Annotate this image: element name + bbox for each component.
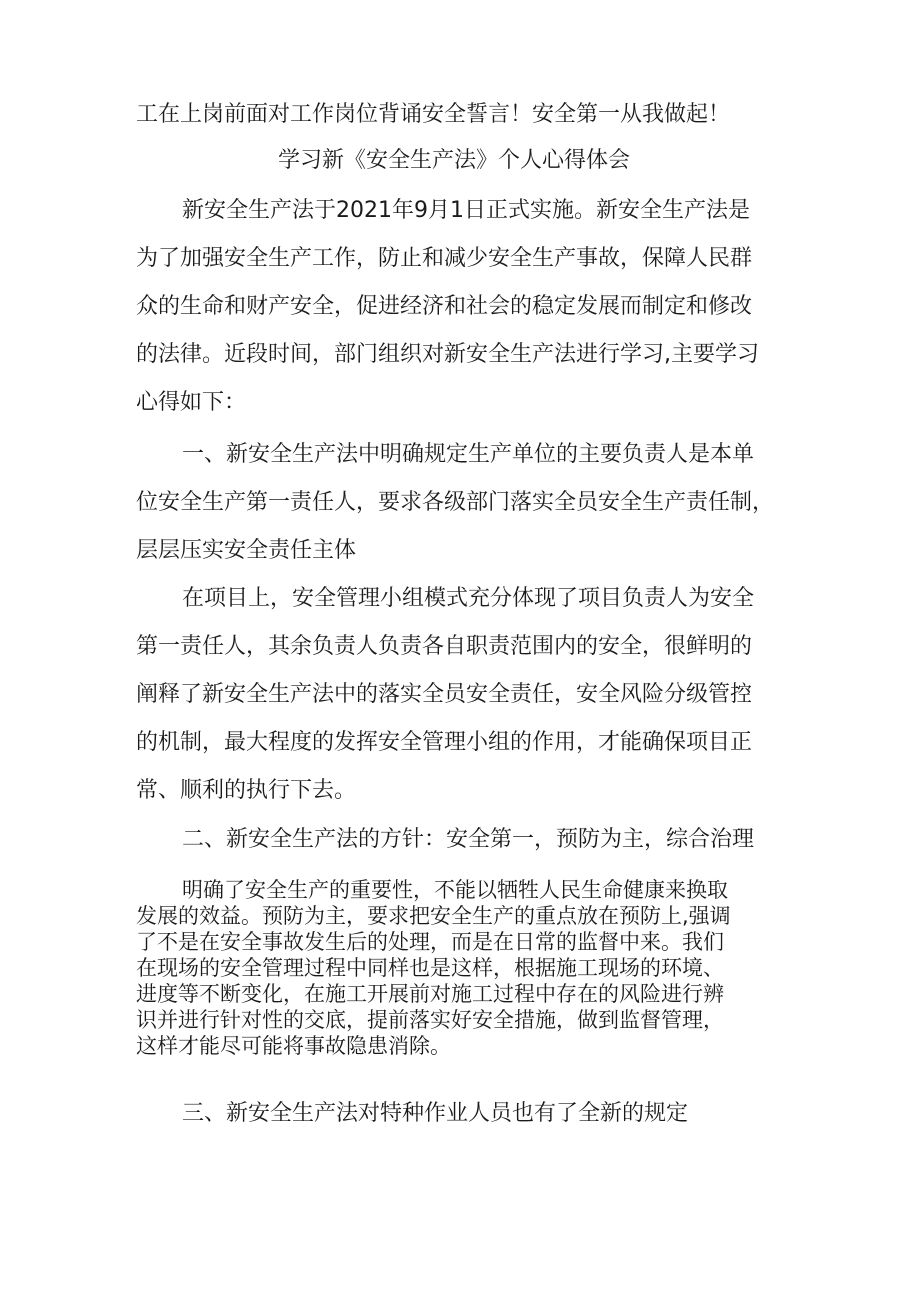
paragraph-2-line-2: 第一责任人，其余负责人负责各自职责范围内的安全，很鲜明的: [136, 634, 753, 659]
paragraph-1-line-4: 的法律。近段时间，部门组织对新安全生产法进行学习,主要学习: [136, 342, 759, 367]
paragraph-2-line-5: 常、顺利的执行下去。: [136, 778, 357, 803]
paragraph-1-line-1: 新安全生产法于2021年9月1日正式实施。新安全生产法是: [182, 198, 750, 223]
document-title: 学习新《安全生产法》个人心得体会: [278, 148, 631, 173]
paragraph-2-line-4: 的机制，最大程度的发挥安全管理小组的作用，才能确保项目正: [136, 730, 753, 755]
paragraph-1-line-5: 心得如下：: [136, 390, 247, 415]
paragraph-2-line-1: 在项目上，安全管理小组模式充分体现了项目负责人为安全: [182, 586, 755, 611]
paragraph-3-line-4: 在现场的安全管理过程中同样也是这样，根据施工现场的环境、: [136, 956, 724, 980]
section-3-heading: 三、新安全生产法对特种作业人员也有了全新的规定: [182, 1101, 689, 1126]
section-1-heading-line-1: 一、新安全生产法中明确规定生产单位的主要负责人是本单: [182, 442, 755, 467]
paragraph-1-line-2: 为了加强安全生产工作，防止和减少安全生产事故，保障人民群: [136, 246, 753, 271]
paragraph-3-line-7: 这样才能尽可能将事故隐患消除。: [136, 1034, 451, 1058]
paragraph-3-line-6: 识并进行针对性的交底，提前落实好安全措施，做到监督管理，: [136, 1008, 724, 1032]
section-1-heading-line-2: 位安全生产第一责任人，要求各级部门落实全员安全生产责任制，: [136, 490, 775, 515]
paragraph-1-line-3: 众的生命和财产安全，促进经济和社会的稳定发展而制定和修改: [136, 294, 753, 319]
section-1-heading-line-3: 层层压实安全责任主体: [136, 538, 357, 563]
paragraph-2-line-3: 阐释了新安全生产法中的落实全员安全责任，安全风险分级管控: [136, 682, 753, 707]
paragraph-3-line-1: 明确了安全生产的重要性，不能以牺牲人民生命健康来换取: [182, 878, 728, 902]
paragraph-3-line-5: 进度等不断变化，在施工开展前对施工过程中存在的风险进行辨: [136, 982, 724, 1006]
paragraph-3-line-2: 发展的效益。预防为主，要求把安全生产的重点放在预防上,强调: [136, 904, 731, 928]
paragraph-3-line-3: 了不是在安全事故发生后的处理，而是在日常的监督中来。我们: [136, 930, 724, 954]
section-2-heading: 二、新安全生产法的方针：安全第一，预防为主，综合治理: [182, 827, 755, 852]
intro-line: 工在上岗前面对工作岗位背诵安全誓言！安全第一从我做起！: [136, 102, 731, 127]
